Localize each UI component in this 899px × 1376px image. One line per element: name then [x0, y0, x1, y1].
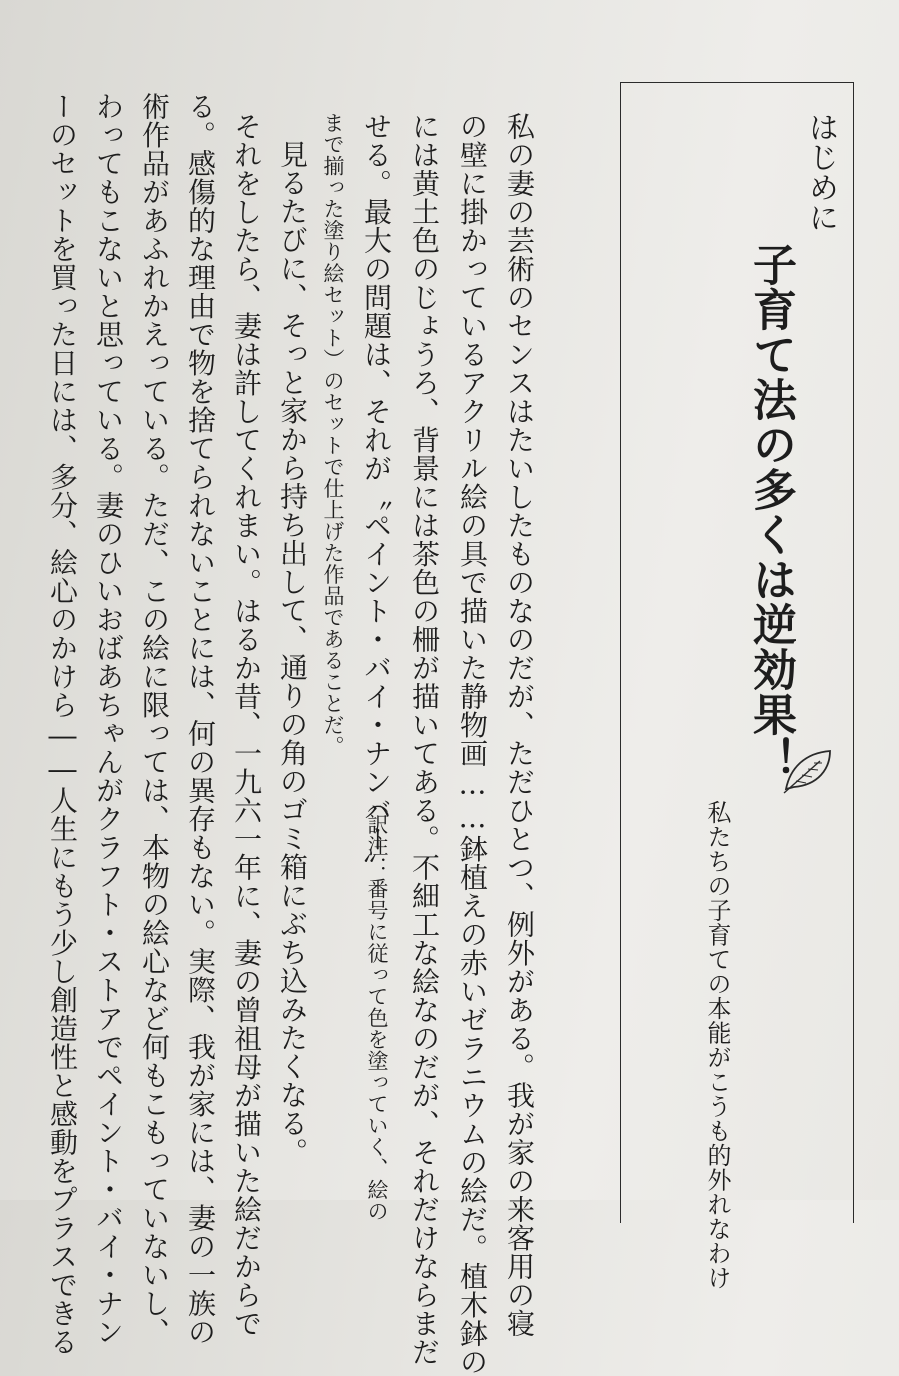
chapter-title: 子育て法の多くは逆効果！: [745, 242, 796, 782]
body-text-column: の壁に掛かっているアクリル絵の具で描いた静物画……鉢植えの赤いゼラニウムの絵だ。植木鉢の: [456, 112, 489, 1376]
body-text-column: には黄土色のじょうろ、背景には茶色の柵が描いてある。不細工な絵なのだが、それだけならまだ: [408, 112, 441, 1366]
chapter-subtitle: 私たちの子育ての本能がこうも的外れなわけ: [703, 800, 731, 1290]
body-text-column: わってもこないと思っている。妻のひいおばあちゃんがクラフト・ストアでペイント・バイ・ナン: [92, 92, 125, 1346]
body-text-column: ーのセットを買った日には、多分、絵心のかけら――人生にもう少し創造性と感動をプラスできる: [46, 92, 79, 1356]
body-text-column: 術作品があふれかえっている。ただ、この絵に限っては、本物の絵心など何もこもっていないし、: [138, 92, 171, 1346]
body-text-column: る。感傷的な理由で物を捨てられないことには、何の異存もない。実際、我が家には、妻の一族の: [184, 92, 217, 1346]
chapter-label: はじめに: [803, 112, 838, 232]
body-text-column: 見るたびに、そっと家から持ち出して、通りの角のゴミ箱にぶち込みたくなる。: [276, 140, 309, 1166]
body-text-column: 私の妻の芸術のセンスはたいしたものなのだが、ただひとつ、例外がある。我が家の来客用の寝: [503, 112, 536, 1338]
leaf-icon: [780, 745, 836, 795]
chapter-heading-box: [620, 82, 854, 1223]
body-text-column: せる。最大の問題は、それが〝ペイント・バイ・ナンバー〟: [360, 112, 393, 882]
body-text-column: それをしたら、妻は許してくれまい。はるか昔、一九六一年に、妻の曾祖母が描いた絵だからで: [230, 112, 263, 1338]
translator-note: （訳注：番号に従って色を塗っていく、絵の: [365, 792, 389, 1222]
translator-note-continued: まで揃った塗り絵セット）のセットで仕上げた作品であることだ。: [321, 112, 345, 757]
